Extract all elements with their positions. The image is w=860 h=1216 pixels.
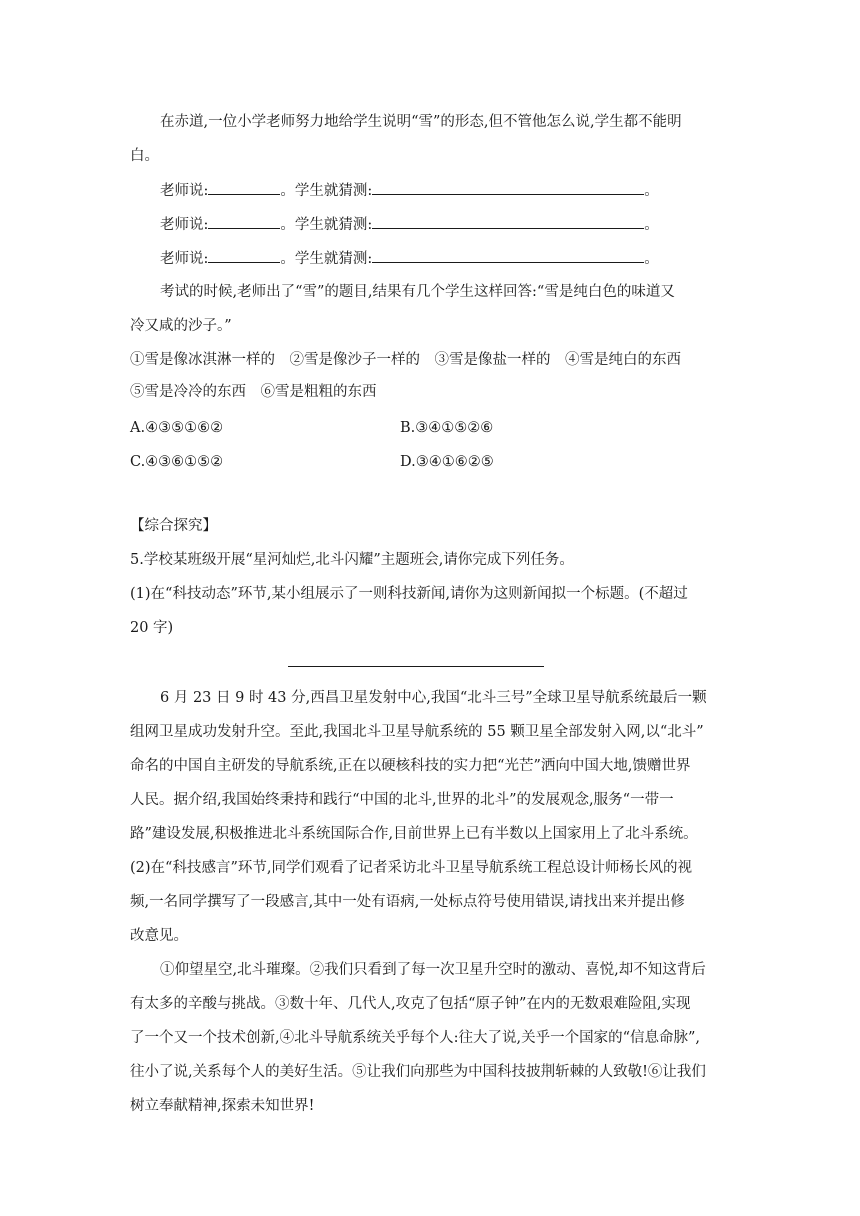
- option-d[interactable]: D.③④①⑥②⑤: [400, 454, 494, 470]
- news-line-5: 路”建设发展,积极推进北斗系统国际合作,目前世界上已有半数以上国家用上了北斗系统。: [130, 826, 698, 842]
- teacher-label: 老师说:: [160, 217, 209, 233]
- end-period: 。: [644, 217, 659, 233]
- option-b[interactable]: B.③④①⑤②⑥: [400, 420, 494, 436]
- question-1-line-1: (1)在“科技动态”环节,某小组展示了一则科技新闻,请你为这则新闻拟一个标题。(不超过: [130, 586, 688, 602]
- teacher-answer-blank[interactable]: [208, 248, 280, 263]
- news-line-2: 组网卫星成功发射升空。至此,我国北斗卫星导航系统的 55 颗卫星全部发射入网,以“北斗”: [130, 724, 704, 740]
- news-line-1: 6 月 23 日 9 时 43 分,西昌卫星发射中心,我国“北斗三号”全球卫星导航系统最后一颗: [160, 690, 707, 706]
- items-row-2: ⑤雪是冷冷的东西 ⑥雪是粗粗的东西: [130, 384, 377, 400]
- intro-line-2: 白。: [130, 148, 159, 164]
- student-guess-blank[interactable]: [372, 180, 644, 195]
- section-heading: 【综合探究】: [130, 518, 217, 534]
- speech-line-2: 有太多的辛酸与挑战。③数十年、几代人,攻克了包括“原子钟”在内的无数艰难险阻,实现: [130, 996, 691, 1012]
- student-guess-blank[interactable]: [372, 248, 644, 263]
- end-period: 。: [644, 251, 659, 267]
- student-guess-blank[interactable]: [372, 214, 644, 229]
- question-2-line-1: (2)在“科技感言”环节,同学们观看了记者采访北斗卫星导航系统工程总设计师杨长风的视: [130, 860, 692, 876]
- teacher-answer-blank[interactable]: [208, 180, 280, 195]
- student-guess-label: 。学生就猜测:: [280, 183, 373, 199]
- speech-line-5: 树立奉献精神,探索未知世界!: [130, 1098, 315, 1114]
- teacher-label: 老师说:: [160, 251, 209, 267]
- intro-line-1: 在赤道,一位小学老师努力地给学生说明“雪”的形态,但不管他怎么说,学生都不能明: [160, 114, 682, 130]
- dialogue-row-1: [160, 180, 659, 201]
- speech-line-1: ①仰望星空,北斗璀璨。②我们只看到了每一次卫星升空时的激动、喜悦,却不知这背后: [160, 962, 706, 978]
- speech-line-3: 了一个又一个技术创新,④北斗导航系统关乎每个人:往大了说,关乎一个国家的“信息命脉”,: [130, 1030, 701, 1046]
- option-a[interactable]: A.④③⑤①⑥②: [130, 420, 224, 436]
- exam-line-2: 冷又咸的沙子。”: [130, 318, 232, 334]
- question-2-line-2: 频,一名同学撰写了一段感言,其中一处有语病,一处标点符号使用错误,请找出来并提出修: [130, 894, 685, 910]
- dialogue-row-2: [160, 214, 659, 235]
- headline-answer-line[interactable]: [288, 666, 544, 667]
- news-line-3: 命名的中国自主研发的导航系统,正在以硬核科技的实力把“光芒”洒向中国大地,馈赠世界: [130, 758, 691, 774]
- option-c[interactable]: C.④③⑥①⑤②: [130, 454, 224, 470]
- student-guess-label: 。学生就猜测:: [280, 217, 373, 233]
- teacher-answer-blank[interactable]: [208, 214, 280, 229]
- question-1-line-2: 20 字): [130, 620, 174, 636]
- dialogue-row-3: [160, 248, 659, 269]
- teacher-label: 老师说:: [160, 183, 209, 199]
- question-2-line-3: 改意见。: [130, 928, 188, 944]
- student-guess-label: 。学生就猜测:: [280, 251, 373, 267]
- speech-line-4: 往小了说,关系每个人的美好生活。⑤让我们向那些为中国科技披荆斩棘的人致敬!⑥让我们: [130, 1064, 706, 1080]
- items-row-1: ①雪是像冰淇淋一样的 ②雪是像沙子一样的 ③雪是像盐一样的 ④雪是纯白的东西: [130, 352, 681, 368]
- question-5: 5.学校某班级开展“星河灿烂,北斗闪耀”主题班会,请你完成下列任务。: [130, 552, 574, 568]
- exam-line-1: 考试的时候,老师出了“雪”的题目,结果有几个学生这样回答:“雪是纯白色的味道又: [160, 284, 675, 300]
- news-line-4: 人民。据介绍,我国始终秉持和践行“中国的北斗,世界的北斗”的发展观念,服务“一带一: [130, 792, 674, 808]
- end-period: 。: [644, 183, 659, 199]
